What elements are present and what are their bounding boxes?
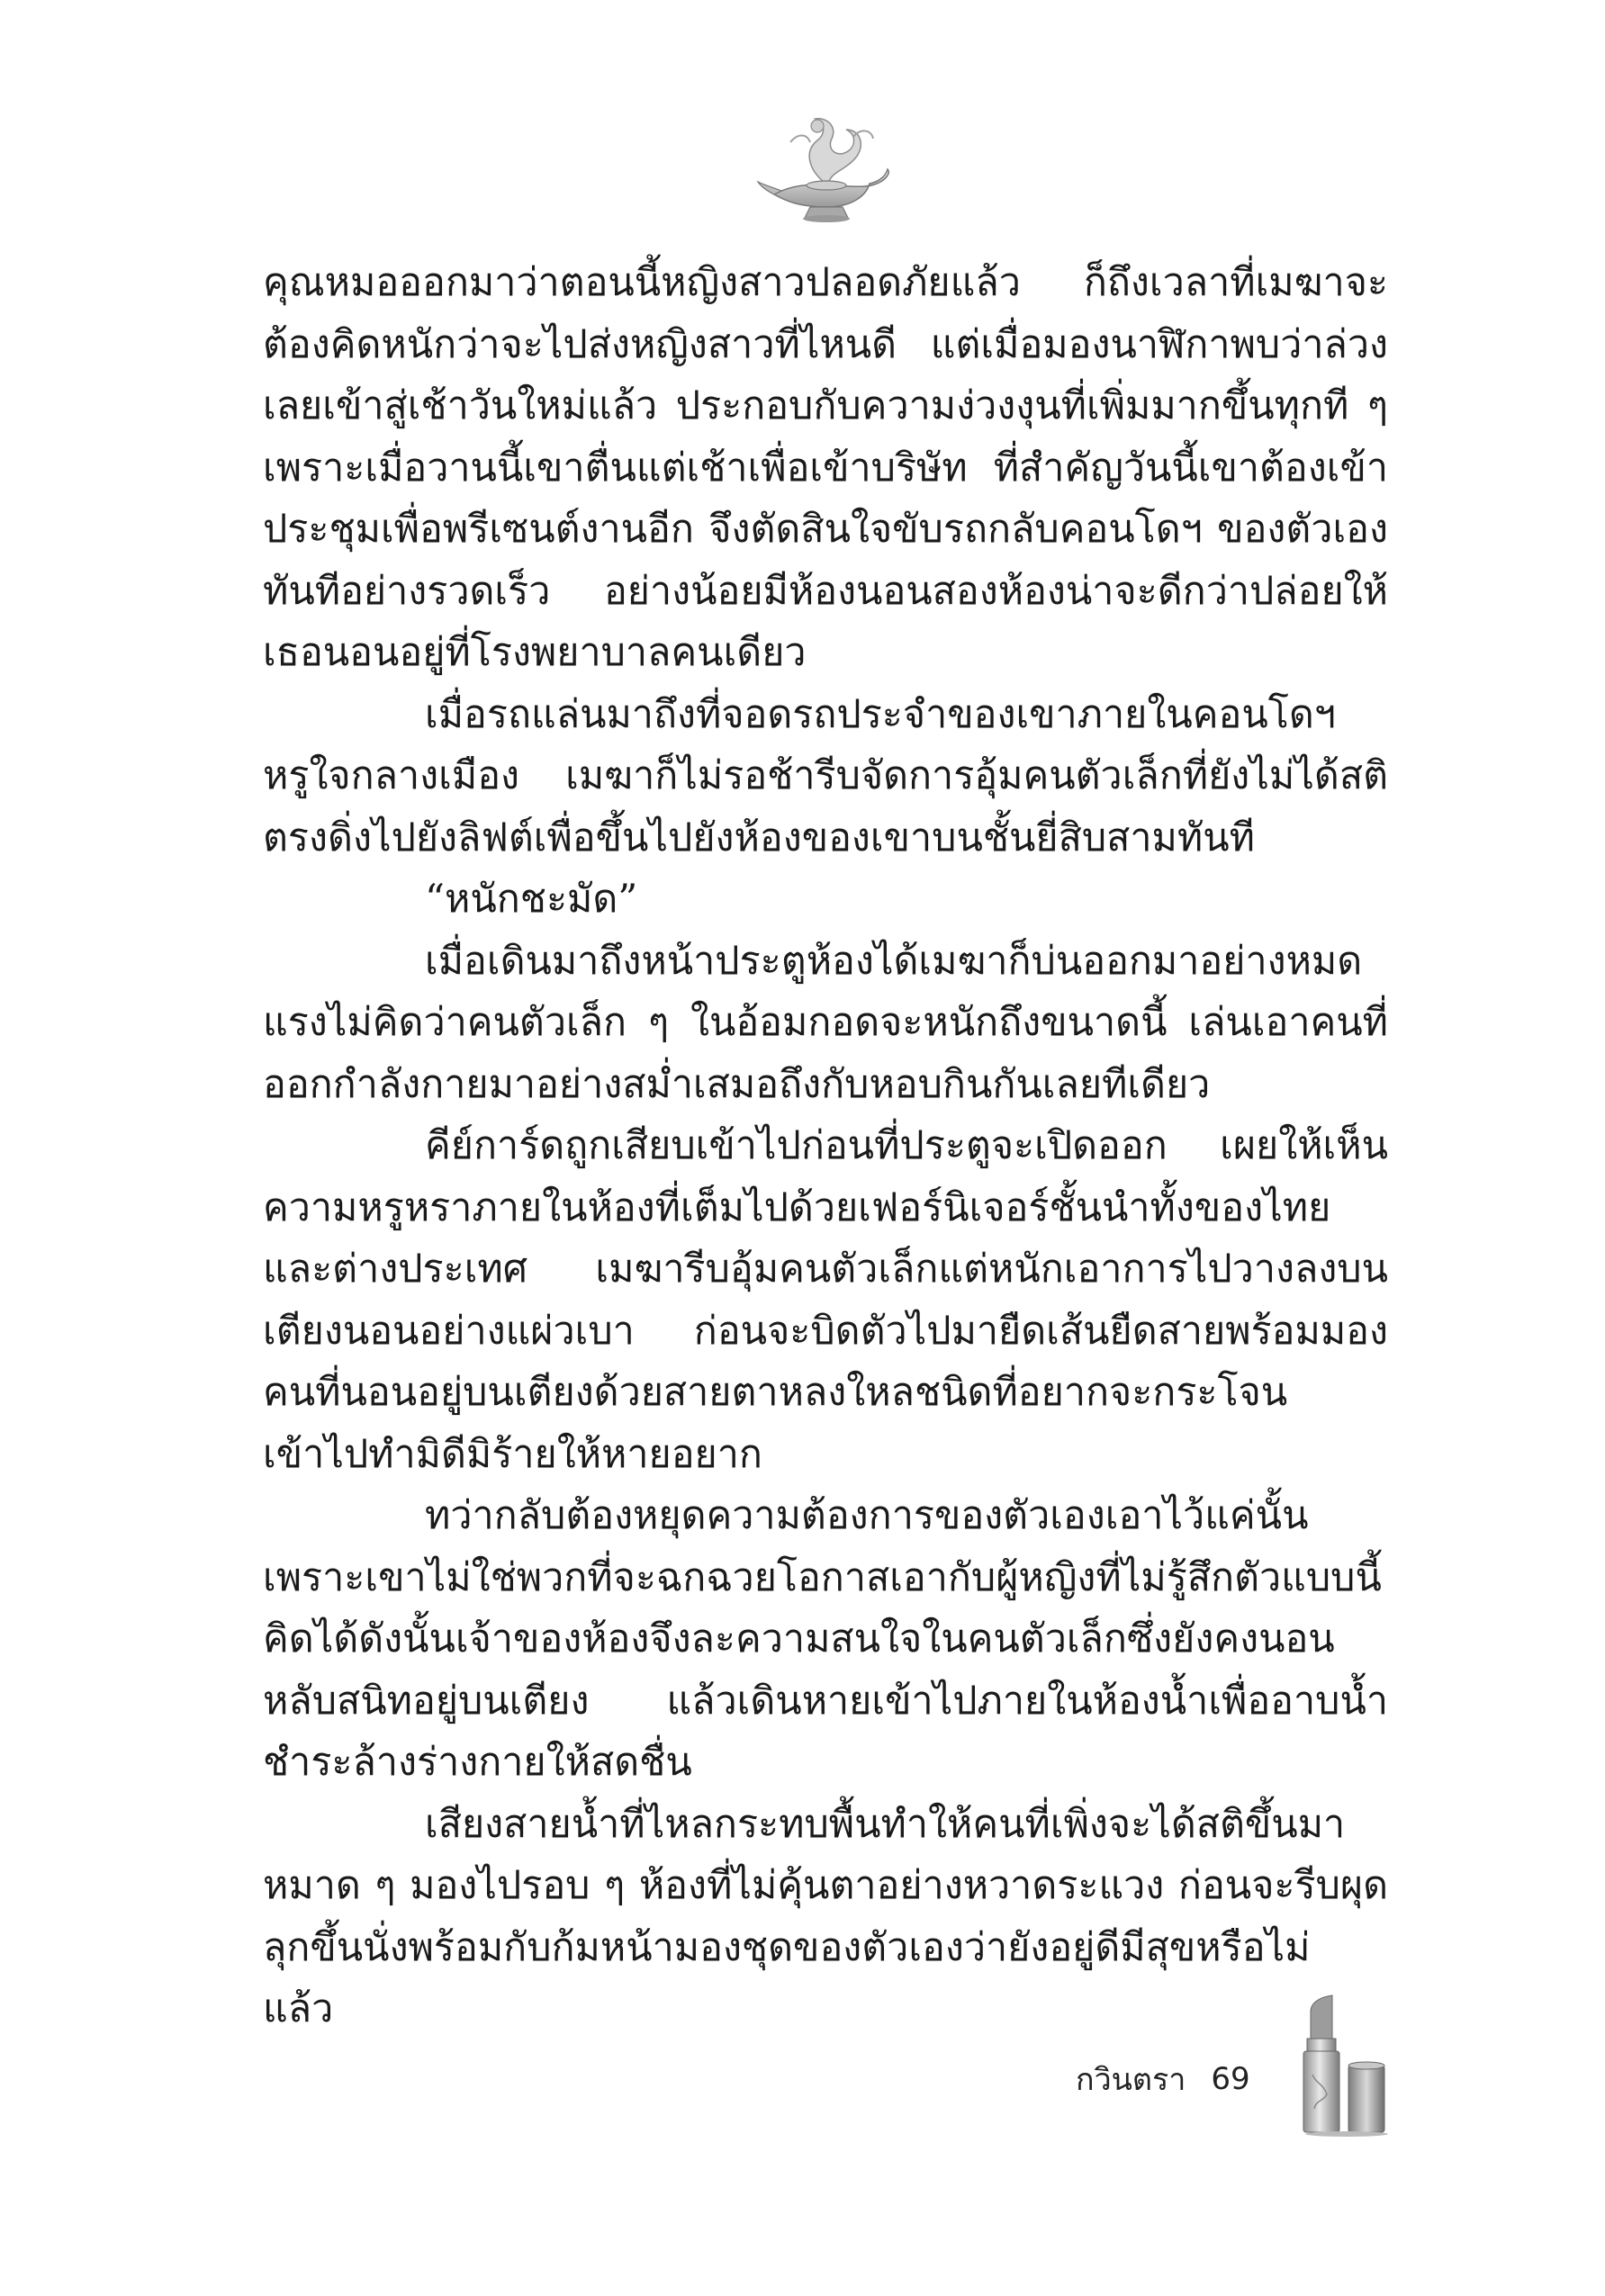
paragraph-6: ทว่ากลับต้องหยุดความต้องการของตัวเองเอาไว้แค่นั้น เพราะเขาไม่ใช่พวกที่จะฉกฉวยโอกาสเอากับผู้หญิงที่ไม่รู้สึกตัวแบบนี้ คิดได้ดังนั้นเจ้าของห้องจึงละความสนใจในคนตัวเล็กซึ่งยังคงนอนหลับสนิทอยู่บนเตียง แล้วเดินหายเข้าไปภายในห้องน้ำเพื่ออาบน้ำชำระล้างร่างกายให้สดชื่น (263, 1493, 1388, 1785)
paragraph-2: เมื่อรถแล่นมาถึงที่จอดรถประจำของเขาภายในคอนโดฯ หรูใจกลางเมือง เมฆาก็ไม่รอช้ารีบจัดการอุ้มคนตัวเล็กที่ยังไม่ได้สติตรงดิ่งไปยังลิฟต์เพื่อขึ้นไปยังห้องของเขาบนชั้นยี่สิบสามทันที (263, 691, 1388, 860)
genie-lamp-icon (754, 106, 898, 228)
author-name: กวินตรา (1076, 2062, 1186, 2098)
paragraph-5: คีย์การ์ดถูกเสียบเข้าไปก่อนที่ประตูจะเปิดออก เผยให้เห็นความหรูหราภายในห้องที่เต็มไปด้วยเฟอร์นิเจอร์ชั้นนำทั้งของไทยและต่างประเทศ เมฆารีบอุ้มคนตัวเล็กแต่หนักเอาการไปวางลงบนเตียงนอนอย่างแผ่วเบา ก่อนจะบิดตัวไปมายืดเส้นยืดสายพร้อมมองคนที่นอนอยู่บนเตียงด้วยสายตาหลงใหลชนิดที่อยากจะกระโจนเข้าไปทำมิดีมิร้ายให้หายอยาก (263, 1123, 1388, 1477)
paragraph-4: เมื่อเดินมาถึงหน้าประตูห้องได้เมฆาก็บ่นออกมาอย่างหมดแรงไม่คิดว่าคนตัวเล็ก ๆ ในอ้อมกอดจะหนักถึงขนาดนี้ เล่นเอาคนที่ออกกำลังกายมาอย่างสม่ำเสมอถึงกับหอบกินกันเลยทีเดียว (263, 938, 1388, 1107)
lipstick-icon (1296, 1994, 1395, 2138)
paragraph-7: เสียงสายน้ำที่ไหลกระทบพื้นทำให้คนที่เพิ่งจะได้สติขึ้นมาหมาด ๆ มองไปรอบ ๆ ห้องที่ไม่คุ้นตาอย่างหวาดระแวง ก่อนจะรีบผุดลุกขึ้นนั่งพร้อมกับก้มหน้ามองชุดของตัวเองว่ายังอยู่ดีมีสุขหรือไม่ แล้ว (263, 1801, 1388, 2031)
page-number: 69 (1211, 2061, 1250, 2097)
paragraph-3-dialogue: “หนักชะมัด” (425, 877, 638, 922)
body-text (263, 252, 1388, 2040)
paragraph-1: คุณหมอออกมาว่าตอนนี้หญิงสาวปลอดภัยแล้ว ก็ถึงเวลาที่เมฆาจะต้องคิดหนักว่าจะไปส่งหญิงสาวที่ไหนดี แต่เมื่อมองนาฬิกาพบว่าล่วงเลยเข้าสู่เช้าวันใหม่แล้ว ประกอบกับความง่วงงุนที่เพิ่มมากขึ้นทุกที ๆ เพราะเมื่อวานนี้เขาตื่นแต่เช้าเพื่อเข้าบริษัท ที่สำคัญวันนี้เขาต้องเข้าประชุมเพื่อพรีเซนต์งานอีก จึงตัดสินใจขับรถกลับคอนโดฯ ของตัวเองทันทีอย่างรวดเร็ว อย่างน้อยมีห้องนอนสองห้องน่าจะดีกว่าปล่อยให้เธอนอนอยู่ที่โรงพยาบาลคนเดียว (263, 260, 1388, 675)
page-footer (1076, 2043, 1250, 2115)
